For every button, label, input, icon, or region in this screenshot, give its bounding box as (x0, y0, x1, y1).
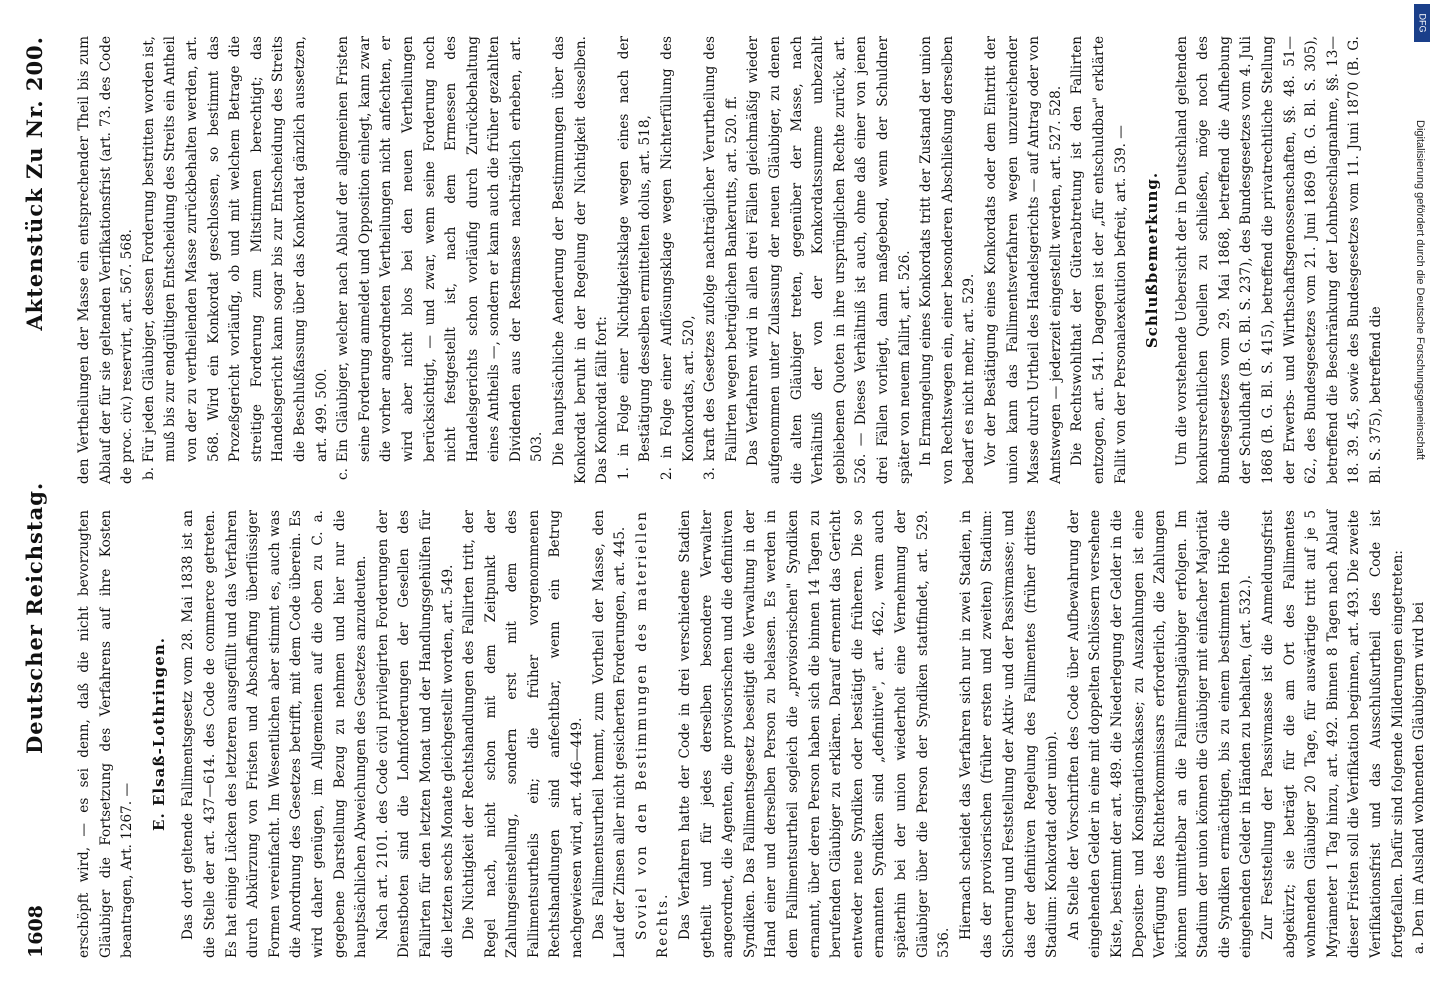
section-heading: E. Elsaß-Lothringen. (149, 637, 168, 831)
credit-text: Digitalisierung gefördert durch die Deutsche Forschungsgemeinschaft (1414, 120, 1426, 460)
page-title: Deutscher Reichstag. (22, 481, 47, 754)
paragraph: Zur Feststellung der Passivmasse ist die Anmeldungsfrist abgekürzt; sie beträgt für die am Ort des Fallimentes wohnenden Gläubiger 20 Tage, für auswärtige tritt auf je 5 Myriameter 1 Tag hinzu, art. 492. Binnen 8 Tagen nach Ablauf dieser Fristen soll die Verifikation beginnen, art. 493. Die zweite Verifikationsfrist und das Ausschlußurtheil des Code ist fortgefallen. Dafür sind folgende Milderungen eingetreten: (1260, 510, 1406, 958)
paragraph: Soviel von den Bestimmungen des materiellen Rechts. (633, 510, 672, 958)
paragraph: Hiernach scheidet das Verfahren sich nur in zwei Stadien, in das der provisorischen (früher ersten und zweiten) Stadium: Sicherung und Feststellung der Aktiv- und der Passivmasse; und das der definitiven Regelung des Fallimentes (früher drittes Stadium: Konkordat oder union). (957, 510, 1061, 958)
paragraph: Das Verfahren wird in allen drei Fällen gleichmäßig wieder aufgenommen unter Zulassung der neuen Gläubiger, zu denen die alten Gläubiger treten, gegenüber der Masse, nach Verhältniß der von der Konkordatssumme unbezahlt gebliebenen Quoten in ihre ursprünglichen Rechte zurück, art. 526. — Dieses Verhältniß ist auch, ohne daß einer von jenen drei Fällen vorliegt, dann maßgebend, wenn der Schuldner später von neuem fallirt, art. 526. (745, 36, 913, 484)
paragraph: Nach art. 2101. des Code civil privilegirten Forderungen der Dienstboten sind die Lohnforderungen der Gesellen des Fallirten für den letzten Monat und der Handlungsgehülfen für die letzten sechs Monate gleichgestellt worden, art. 549. (374, 510, 456, 958)
paragraph: Um die vorstehende Uebersicht der in Deutschland geltenden konkursrechtlichen Quellen zu schließen, möge noch des Bundesgesetzes vom 29. Mai 1868, betreffend die Aufhebung der Schuldhaft (B. G. Bl. S. 237), des Bundesgesetzes vom 4. Juli 1868 (B. G. Bl. S. 415), betreffend die privatrechtliche Stellung der Erwerbs- und Wirthschaftsgenossenschaften, §§. 48. 51—62., des Bundesgesetzes vom 21. Juni 1869 (B. G. Bl. S. 305), betreffend die Beschränkung der Lohnbeschlagnahme, §§. 13—18. 39. 45, sowie des Bundesgesetzes vom 11. Juni 1870 (B. G. Bl. S. 375), betreffend die (1173, 36, 1385, 484)
digitization-credit (1414, 120, 1428, 900)
paragraph: In Ermangelung eines Konkordats tritt der Zustand der union von Rechtswegen ein, einer besonderen Abschließung derselben bedarf es nicht mehr, art. 529. (918, 36, 978, 484)
left-column (74, 510, 1428, 958)
list-item: 3. kraft des Gesetzes zufolge nachträglicher Verurtheilung des Fallirten wegen betrüglichen Bankerutts, art. 520. ff. (702, 36, 740, 480)
section-heading: Schlußbemerkung. (1143, 171, 1162, 349)
paragraph: Vor der Bestätigung eines Konkordats oder dem Eintritt der union kann das Fallimentsverfahren wegen unzureichender Masse durch Urtheil des Handelsgerichts — auf Antrag oder von Amtswegen — jederzeit eingestellt werden, art. 527. 528. (982, 36, 1064, 484)
paragraph: Die Nichtigkeit der Rechtshandlungen des Fallirten tritt, der Regel nach, nicht schon mit dem Zeitpunkt der Zahlungseinstellung, sondern erst mit dem des Fallimentsurtheils ein; die früher vorgenommenen Rechtshandlungen sind anfechtbar, wenn ein Betrug nachgewiesen wird, art. 446—449. (461, 510, 586, 958)
paragraph: Das Fallimentsurtheil hemmt, zum Vortheil der Masse, den Lauf der Zinsen aller nicht gesicherten Forderungen, art. 445. (590, 510, 629, 958)
dfg-logo-text: DFG (1417, 13, 1427, 33)
list-item: a. Den im Ausland wohnenden Gläubigern wird bei (1411, 601, 1428, 954)
paragraph: Das dort geltende Fallimentsgesetz vom 28. Mai 1838 ist an die Stelle der art. 437—614. des Code de commerce getreten. Es hat einige Lücken des letzteren ausgefüllt und das Verfahren durch Abkürzung von Fristen und Abschaffung überflüssiger Formen vereinfacht. Im Wesentlichen aber stimmt es, auch was die Anordnung des Gesetzes betrifft, mit dem Code überein. Es wird daher genügen, im Allgemeinen auf die oben zu C. a. gegebene Darstellung Bezug zu nehmen und hier nur die hauptsächlichen Abweichungen des Gesetzes anzudeuten. (180, 510, 370, 958)
list-item: b. Für jeden Gläubiger, dessen Forderung bestritten worden ist, muß bis zur endgültigen Entscheidung des Streits ein Antheil von der zu vertheilenden Masse zurückbehalten werden, art. 568. Wird ein Konkordat geschlossen, so bestimmt das Prozeßgericht vorläufig, ob und mit welchem Betrage die streitige Forderung zum Mitstimmen berechtigt; das Handelsgericht kann sogar bis zur Entscheidung des Streits die Beschlußfassung über das Konkordat gänzlich aussetzen, art. 499. 500. (140, 36, 330, 480)
list-item: c. Ein Gläubiger, welcher nach Ablauf der allgemeinen Fristen seine Forderung anmeldet und Opposition einlegt, kann zwar die vorher angeordneten Vertheilungen nicht anfechten, er wird aber nicht blos bei den neuen Vertheilungen berücksichtigt, — und zwar, wenn seine Forderung noch nicht festgestellt ist, nach dem Ermessen des Handelsgerichts schon vorläufig durch Zurückbehaltung eines Antheils —, sondern er kann auch die früher gezahlten Dividenden aus der Restmasse nachträglich erheben, art. 503. (335, 36, 546, 480)
page-header (22, 36, 62, 958)
paragraph: Die Rechtswohlthat der Güterabtretung ist den Fallirten entzogen, art. 541. Dagegen ist der „für entschuldbar" erklärte Fallit von der Personalexekution befreit, art. 539. — (1069, 36, 1129, 484)
list-item: 1. in Folge einer Nichtigkeitsklage wegen eines nach der Bestätigung desselben ermittelten dolus, art. 518, (615, 36, 654, 480)
paragraph: erschöpft wird, — es sei denn, daß die nicht bevorzugten Gläubiger die Fortsetzung des Verfahrens auf ihre Kosten beantragen, Art. 1267. — (76, 510, 136, 958)
dfg-logo (1414, 4, 1430, 42)
paragraph: den Vertheilungen der Masse ein entsprechender Theil bis zum Ablauf der für sie geltenden Verifikationsfrist (art. 73. des Code de proc. civ.) reservirt, art. 567. 568. (76, 36, 136, 484)
paragraph: Das Verfahren hatte der Code in drei verschiedene Stadien getheilt und für jedes derselben besondere Verwalter angeordnet, die Agenten, die provisorischen und die definitiven Syndiken. Das Fallimentsgesetz beseitigt die Verwaltung in der Hand einer und derselben Person zu belassen. Es werden in dem Fallimentsurtheil sogleich die „provisorischen" Syndiken ernannt, über deren Person haben sich die binnen 14 Tagen zu berufenden Gläubiger zu erklären. Darauf ernennt das Gericht entweder neue Syndiken oder bestätigt die früheren. Die so ernannten Syndiken sind „definitive", art. 462., wenn auch späterhin bei der union wiederholt eine Vernehmung der Gläubiger über die Person der Syndiken stattfindet, art. 529. 536. (677, 510, 953, 958)
page-subtitle: Aktenstück Zu Nr. 200. (22, 36, 47, 331)
page-number: 1608 (25, 905, 47, 958)
right-column (74, 36, 1385, 484)
paragraph: An Stelle der Vorschriften des Code über Aufbewahrung der eingehenden Gelder in eine mit doppelten Schlössern versehene Kiste, bestimmt der art. 489. die Niederlegung der Gelder in die Depositen- und Konsignationskasse; zu Auszahlungen ist eine Verfügung des Richterkommissars erforderlich, die Zahlungen können unmittelbar an die Fallimentsgläubiger erfolgen. Im Stadium der union können die Gläubiger mit einfacher Majorität die Syndiken ermächtigen, bis zu einem bestimmten Höhe die eingehenden Gelder in Händen zu behalten, (art. 532.). (1065, 510, 1255, 958)
paragraph: Die hauptsächliche Aenderung der Bestimmungen über das Konkordat beruht in der Regelung der Nichtigkeit desselben. Das Konkordat fällt fort: (551, 36, 611, 484)
list-item: 2. in Folge einer Auflösungsklage wegen Nichterfüllung des Konkordats, art. 520, (659, 36, 697, 480)
